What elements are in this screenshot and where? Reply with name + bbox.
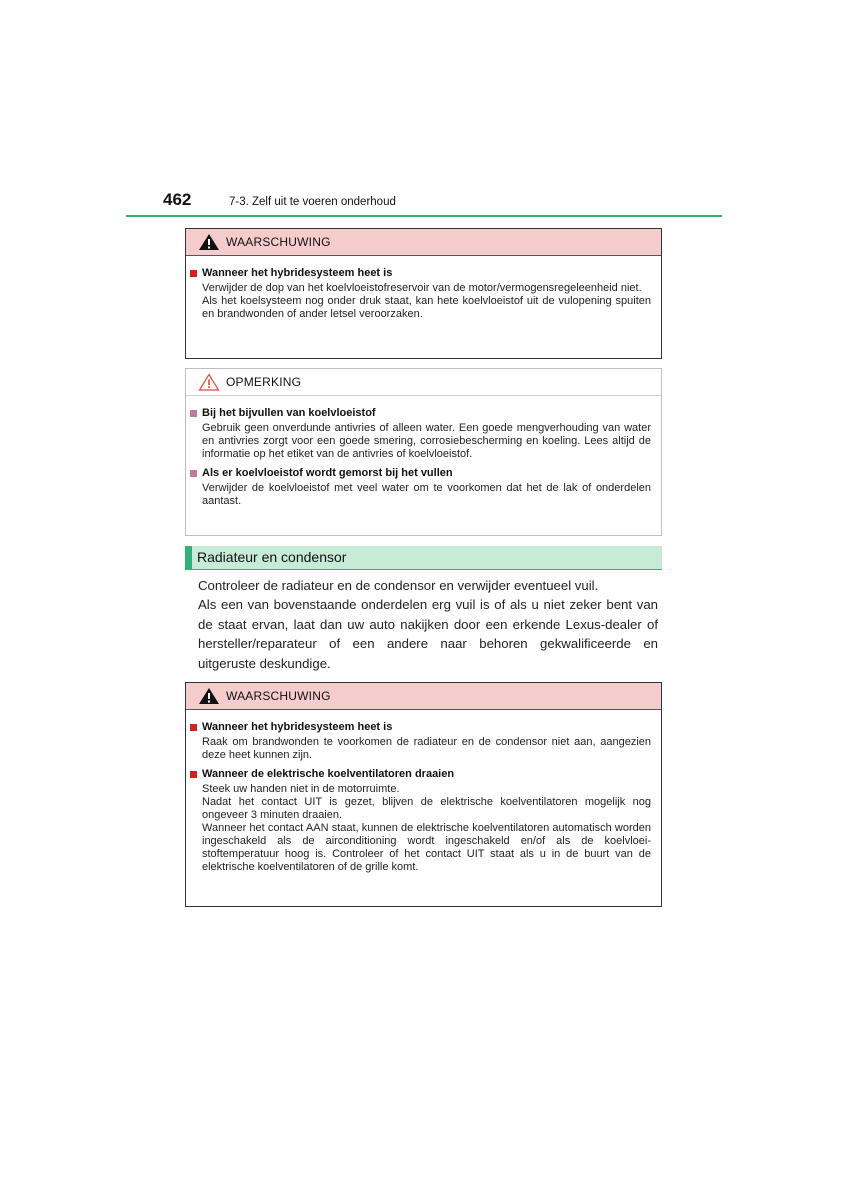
note-box-header [186,369,661,396]
note-item-heading [190,407,651,419]
section-title: Radiateur en condensor [197,549,347,565]
paragraph: Verwijder de dop van het koelvloeistofreservoir van de motor/vermogensregeleenheid niet. [202,282,642,294]
note-box-body [186,396,661,524]
paragraph: Controleer de radiateur en de condensor en verwijder eventueel vuil. [198,578,599,593]
warning-box-header [186,683,661,710]
warning-item-heading [190,721,651,733]
header-rule [126,215,722,217]
item-heading-text: Bij het bijvullen van koelvloeistof [202,407,376,419]
warning-box-body [186,256,661,337]
warning-item-text [202,282,651,321]
section-accent [185,546,192,569]
warning-triangle-icon [198,233,220,251]
paragraph: Als een van bovenstaande onderdelen erg vuil is of als u niet zeker bent van de staat ervan, laat dan uw auto nakijken door een erkende Lexus-dealer of hersteller/reparateur of een andere naar behoren gekwalificeerde en uitgeruste deskundige. [198,597,658,671]
item-heading-text: Wanneer de elektrische koelventilatoren draaien [202,768,455,780]
bullet-square-icon [190,410,197,417]
warning-item-heading [190,267,651,279]
section-heading-bar [185,546,662,570]
warning-title: WAARSCHUWING [226,235,331,249]
note-item-text [202,482,651,508]
paragraph: Steek uw handen niet in de motorruimte. [202,783,400,795]
warning-item-text [202,736,651,762]
bullet-square-icon [190,470,197,477]
warning-box-body [186,710,661,890]
warning-item-text [202,783,651,874]
bullet-square-icon [190,771,197,778]
warning-item-heading [190,768,651,780]
item-heading-text: Als er koelvloeistof wordt gemorst bij het vullen [202,467,453,479]
note-box [185,368,662,536]
bullet-square-icon [190,270,197,277]
section-path: 7-3. Zelf uit te voeren onderhoud [229,196,396,208]
paragraph: Nadat het contact UIT is gezet, blijven de elektrische koelventilatoren mogelijk nog ongeveer 3 minuten draaien. [202,796,651,821]
warning-box-header [186,229,661,256]
warning-box-2 [185,682,662,907]
paragraph: Wanneer het contact AAN staat, kunnen de elektrische koelventilatoren automatisch worden ingeschakeld als de airconditioning wordt ingeschakeld en/of als de koelvloeistoftemperatuur hoog is. Controleer of het contact UIT staat als u in de buurt van de elektrische koelventilatoren of de grille komt. [202,822,651,873]
item-heading-text: Wanneer het hybridesysteem heet is [202,721,393,733]
paragraph: Als het koelsysteem nog onder druk staat, kan hete koelvloeistof uit de vulopening spuiten en brandwonden of ander letsel veroorzaken. [202,295,651,320]
warning-box-1 [185,228,662,359]
bullet-square-icon [190,724,197,731]
paragraph: Raak om brandwonden te voorkomen de radiateur en de condensor niet aan, aangezien deze heet kunnen zijn. [202,736,651,761]
item-heading-text: Wanneer het hybridesysteem heet is [202,267,393,279]
warning-title: WAARSCHUWING [226,689,331,703]
section-body [198,576,658,673]
note-item-heading [190,467,651,479]
paragraph: Gebruik geen onverdunde antivries of alleen water. Een goede mengverhouding van water en antivries zorgt voor een goede smering, corrosiebescherming en koeling. Lees altijd de informatie op het etiket van de antivries of koelvloeistof. [202,422,651,460]
warning-triangle-icon [198,687,220,705]
note-item-text [202,422,651,461]
caution-triangle-icon [198,373,220,391]
page-number: 462 [163,190,192,209]
paragraph: Verwijder de koelvloeistof met veel water om te voorkomen dat het de lak of onderdelen aantast. [202,482,651,507]
note-title: OPMERKING [226,375,302,389]
